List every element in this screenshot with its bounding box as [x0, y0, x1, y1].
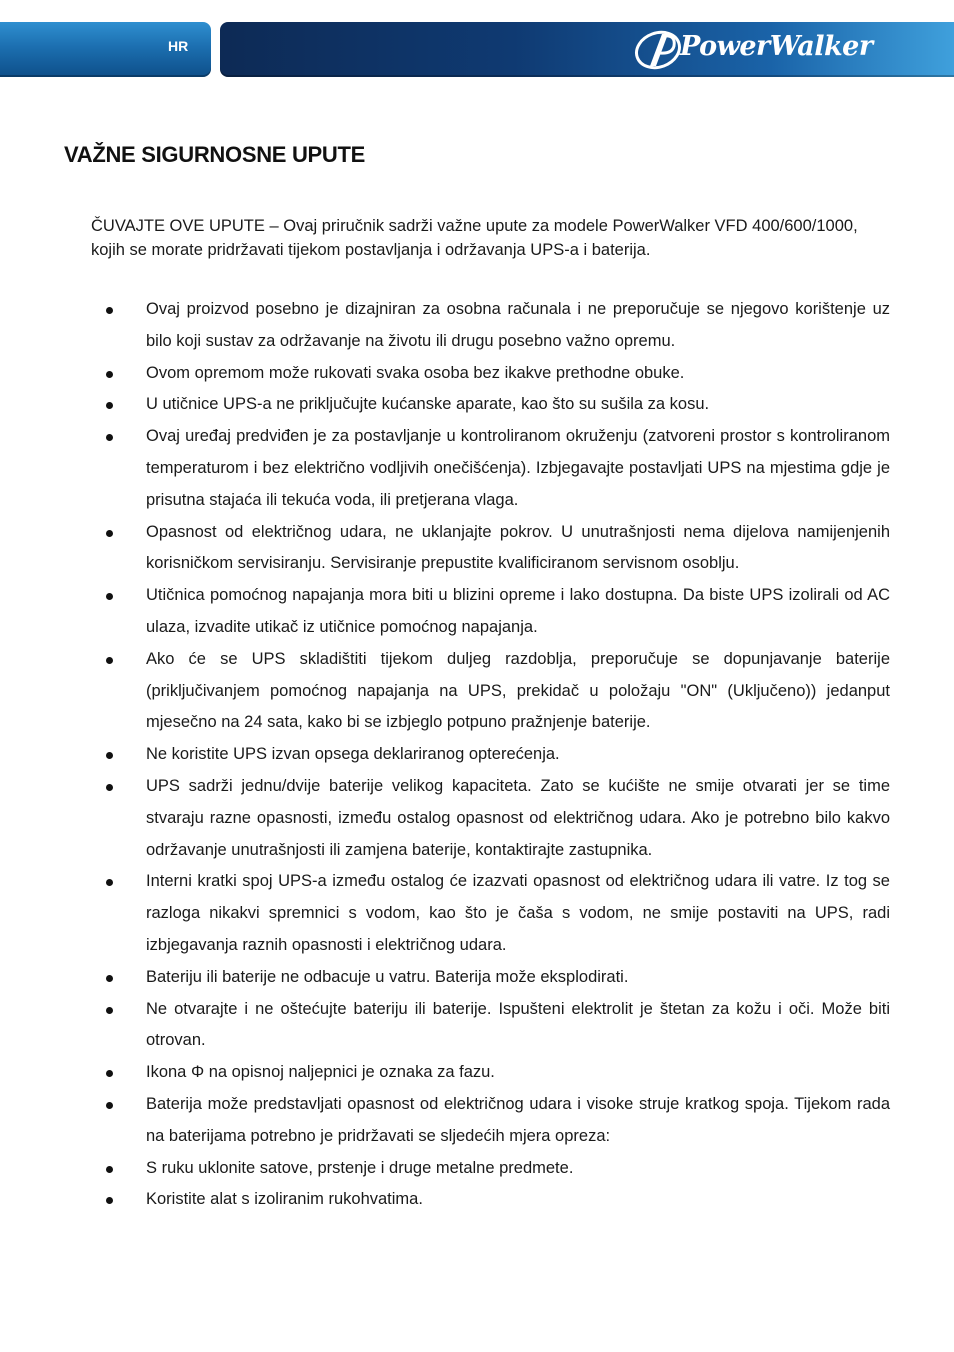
- list-item: [100, 389, 890, 421]
- list-item-text: Ne koristite UPS izvan opsega deklariranog opterećenja.: [146, 745, 560, 764]
- list-item-text: Interni kratki spoj UPS-a između ostalog će izazvati opasnost od električnog udara ili vatre. Iz tog se razloga nikakvi spremnici s vodom, kao što je čaša s vodom, ne smije postaviti na UPS, radi izbjegavanja raznih opasnosti i električnog udara.: [146, 872, 890, 954]
- bullet-icon: [106, 1166, 113, 1173]
- bullet-icon: [106, 657, 113, 664]
- list-item: [100, 580, 890, 644]
- list-item-text: Opasnost od električnog udara, ne uklanjajte pokrov. U unutrašnjosti nema dijelova namijenjenih korisničkom servisiranju. Servisiranje prepustite kvalificiranom servisnom osoblju.: [146, 522, 890, 573]
- list-item: [100, 1153, 890, 1185]
- list-item: [100, 962, 890, 994]
- list-item-text: Ovaj proizvod posebno je dizajniran za osobna računala i ne preporučuje se njegovo korištenje uz bilo koji sustav za održavanje na životu ili drugu posebno važno opremu.: [146, 300, 890, 350]
- brand-name: PowerWalker: [680, 31, 873, 62]
- bullet-icon: [106, 530, 113, 537]
- intro-paragraph: ČUVAJTE OVE UPUTE – Ovaj priručnik sadrži važne upute za modele PowerWalker VFD 400/600/1000, kojih se morate pridržavati tijekom postavljanja i održavanja UPS-a i baterija.: [91, 217, 858, 259]
- list-item-text: Bateriju ili baterije ne odbacuje u vatru. Baterija može eksplodirati.: [146, 967, 629, 986]
- bullet-icon: [106, 402, 113, 409]
- list-item-text: Utičnica pomoćnog napajanja mora biti u blizini opreme i lako dostupna. Da biste UPS izolirali od AC ulaza, izvadite utikač iz utičnice pomoćnog napajanja.: [146, 586, 890, 636]
- bullet-icon: [106, 975, 113, 982]
- list-item: [100, 1057, 890, 1089]
- page-title: VAŽNE SIGURNOSNE UPUTE: [64, 142, 366, 167]
- list-item: [100, 421, 890, 516]
- list-item: [100, 358, 890, 390]
- list-item: [100, 1089, 890, 1153]
- list-item: [100, 1184, 890, 1216]
- bullet-icon: [106, 1070, 113, 1077]
- bullet-icon: [106, 1102, 113, 1109]
- bullet-icon: [106, 593, 113, 600]
- safety-instructions-list: [100, 294, 890, 1216]
- list-item-text: S ruku uklonite satove, prstenje i druge metalne predmete.: [146, 1158, 574, 1177]
- list-item-text: Baterija može predstavljati opasnost od električnog udara i visoke struje kratkog spoja. Tijekom rada na baterijama potrebno je pridržavati se sljedećih mjera opreza:: [146, 1094, 890, 1145]
- bullet-icon: [106, 371, 113, 378]
- list-item-text: Ako će se UPS skladištiti tijekom duljeg razdoblja, preporučuje se dopunjavanje baterije (priključivanjem pomoćnog napajanja na UPS, prekidač u položaju "ON" (Uključeno)) jedanput mjesečno na 24 sata, kako bi se izbjeglo potpuno pražnjenje baterije.: [146, 649, 890, 732]
- list-item-text: Ne otvarajte i ne oštećujte bateriju ili baterije. Ispušteni elektrolit je štetan za kožu i oči. Može biti otrovan.: [146, 999, 890, 1050]
- language-label: HR: [168, 38, 189, 54]
- list-item: [100, 294, 890, 358]
- list-item-text: Koristite alat s izoliranim rukohvatima.: [146, 1190, 423, 1209]
- list-item: [100, 994, 890, 1058]
- bullet-icon: [106, 434, 113, 441]
- bullet-icon: [106, 307, 113, 314]
- list-item: [100, 866, 890, 961]
- list-item-text: Ikona Φ na opisnoj naljepnici je oznaka za fazu.: [146, 1063, 495, 1082]
- list-item: [100, 771, 890, 866]
- bullet-icon: [106, 1197, 113, 1204]
- bullet-icon: [106, 752, 113, 759]
- list-item-text: Ovom opremom može rukovati svaka osoba bez ikakve prethodne obuke.: [146, 363, 685, 382]
- bullet-icon: [106, 879, 113, 886]
- list-item: [100, 644, 890, 739]
- bullet-icon: [106, 1007, 113, 1014]
- bullet-icon: [106, 784, 113, 791]
- list-item: [100, 517, 890, 581]
- list-item-text: UPS sadrži jednu/dvije baterije velikog kapaciteta. Zato se kućište ne smije otvarati jer se time stvaraju razne opasnosti, između ostalog opasnost od električnog udara. Ako je potrebno bilo kakvo održavanje unutrašnjosti ili zamjena baterije, kontaktirajte zastupnika.: [146, 776, 890, 859]
- list-item-text: U utičnice UPS-a ne priključujte kućanske aparate, kao što su sušila za kosu.: [146, 395, 710, 414]
- list-item: [100, 739, 890, 771]
- list-item-text: Ovaj uređaj predviđen je za postavljanje u kontroliranom okruženju (zatvoreni prostor s kontroliranom temperaturom i bez električno vodljivih onečišćenja). Izbjegavajte postavljati UPS na mjestima gdje je prisutna stajaća ili tekuća voda, ili pretjerana vlaga.: [146, 427, 890, 509]
